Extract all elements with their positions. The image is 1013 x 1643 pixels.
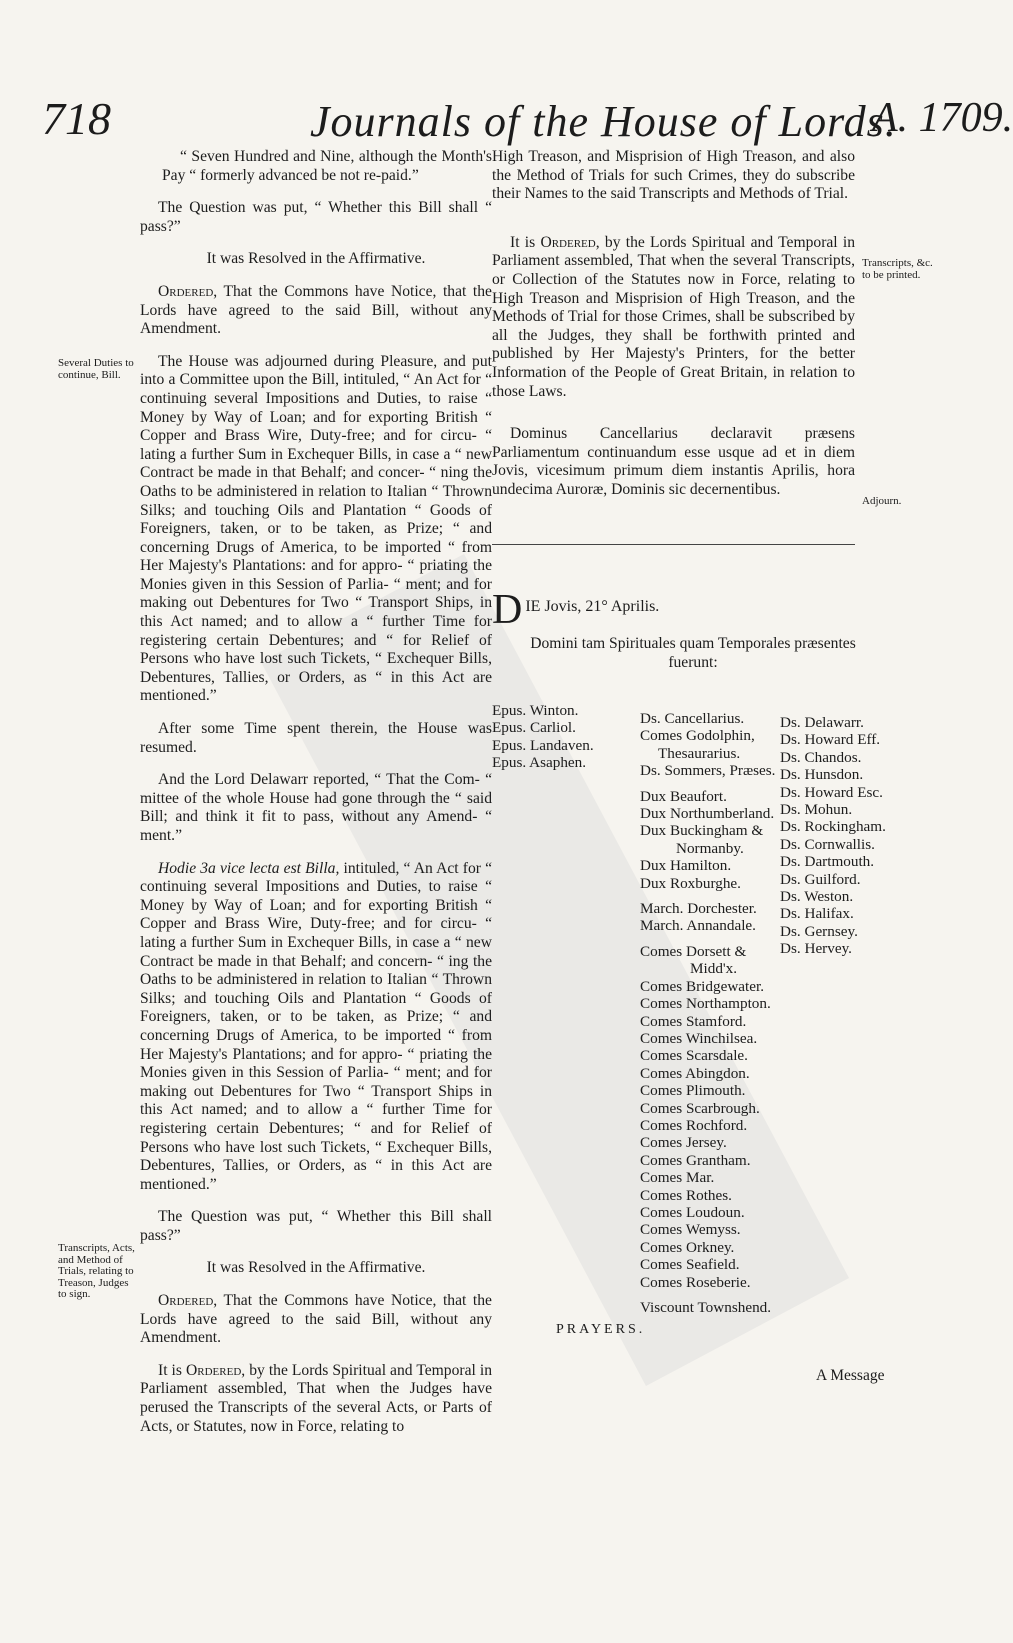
list-item: Comes Scarbrough. xyxy=(640,1099,760,1117)
list-item: Epus. Landaven. xyxy=(492,736,594,754)
list-item: Midd'x. xyxy=(690,960,738,978)
list-item: Ds. Delawarr. xyxy=(780,714,864,731)
list-item: Comes Godolphin, xyxy=(640,727,755,745)
list-item: Viscount Townshend. xyxy=(640,1299,772,1316)
margin-note-several-duties: Several Duties to continue, Bill. xyxy=(58,357,134,381)
list-item: Ds. Sommers, Præses. xyxy=(640,762,776,780)
list-item: Ds. Cornwallis. xyxy=(780,835,875,853)
list-item: Comes Roseberie. xyxy=(640,1273,751,1291)
order-prefix: It is xyxy=(158,1361,182,1379)
paragraph-delawarr-report: And the Lord Delawarr reported, “ That the Com- “ mittee of the whole House had gone through the “ said Bill; and think it fit to pass, without any Amend- “ ment.” xyxy=(140,771,492,844)
list-item: Comes Wemyss. xyxy=(640,1221,741,1239)
right-column xyxy=(492,148,855,514)
paragraph-printing-order xyxy=(492,234,855,401)
list-item: Ds. Howard Eff. xyxy=(780,731,881,749)
catchword: A Message xyxy=(816,1367,885,1384)
list-item: Ds. Guilford. xyxy=(780,870,861,888)
list-item: Comes Rochford. xyxy=(640,1116,748,1134)
list-item: Comes Scarsdale. xyxy=(640,1047,748,1065)
list-item: Dux Hamilton. xyxy=(640,857,732,875)
list-item: Comes Dorsett & xyxy=(640,942,747,960)
bishops-list xyxy=(492,702,594,772)
list-item: Dux Roxburghe. xyxy=(640,874,741,892)
paragraph-third-reading xyxy=(140,860,492,1195)
paragraph-adjournment: Dominus Cancellarius declaravit præsens Parliamentum continuandum esse usque ad et in diem Jovis, vicesimum primum diem instantis Aprilis, hora undecima Auroræ, Dominis sic decernentibus. xyxy=(492,425,855,498)
printing-order-text: by the Lords Spiritual and Temporal in Parliament assembled, That when the several Transcripts, or Collection of the Statutes now in Force, relating to High Treason and Misprision of High Treason, and the Methods of Trial for those Crimes, shall be subscribed by all the Judges, they shall be forthwith printed and published by Her Majesty's Printers, for the better Information of the People of Great Britain, in relation to those Laws. xyxy=(492,233,856,400)
peers-list-right xyxy=(780,714,886,958)
list-item: Dux Buckingham & xyxy=(640,822,764,840)
list-item: Thesaurarius. xyxy=(658,744,741,762)
paragraph-ordered-1 xyxy=(140,283,492,339)
margin-note-transcripts: Transcripts, Acts, and Method of Trials, relating to Treason, Judges to sign. xyxy=(58,1242,135,1300)
list-item: Ds. Gernsey. xyxy=(780,922,858,940)
list-item: Epus. Carliol. xyxy=(492,719,576,737)
list-item: Ds. Cancellarius. xyxy=(640,710,745,727)
list-item: Comes Winchilsea. xyxy=(640,1029,758,1047)
list-item: Comes Bridgewater. xyxy=(640,977,765,995)
list-item: Comes Mar. xyxy=(640,1169,715,1187)
list-item: Epus. Winton. xyxy=(492,702,579,719)
list-item: Comes Grantham. xyxy=(640,1151,751,1169)
list-item: Ds. Howard Esc. xyxy=(780,783,883,801)
list-item: Ds. Hervey. xyxy=(780,940,852,958)
list-item: Epus. Asaphen. xyxy=(492,754,587,772)
paragraph-resolved-2: It was Resolved in the Affirmative. xyxy=(206,1259,426,1277)
paragraph-resumed: After some Time spent therein, the House was resumed. xyxy=(140,720,492,756)
list-item: Ds. Halifax. xyxy=(780,905,854,923)
drop-cap: D xyxy=(492,587,523,633)
paragraph-question-1: The Question was put, “ Whether this Bill shall “ pass?” xyxy=(140,199,492,235)
year-heading: A. 1709. xyxy=(872,95,1013,141)
list-item: Comes Loudoun. xyxy=(640,1203,745,1221)
hodie-text: Hodie 3a vice lecta est Billa, xyxy=(158,859,340,877)
third-reading-text: intituled, “ An Act for “ continuing several Impositions and Duties, to raise “ Money by Way of Loan; and for exporting British “ Copper and Brass Wire, Duty-free; and for circu- “ lating a further Sum in Exchequer Bills, in case a “ new Contract be made in that Behalf; and concern- “ ing the Oaths to be administered in relation to Italian “ Thrown Silks; and touching Oils and Plantation “ Goods of Foreigners, taken, or to be taken, as Prize; “ and concerning Drugs of America, to be imported “ from Her Majesty's Plantations; and for appro- “ priating the Monies given in this Session of Parlia- “ ment; and for making out Debentures for Two “ Transport Ships in this Act named; and to allow a “ further Time for registering certain Debentures; “ and for Relief of Persons who have lost such Tickets, “ Exchequer Bills, Debentures, Tallies, or Orders, as “ in this Act are mentioned.” xyxy=(140,859,493,1193)
page-header xyxy=(0,0,1013,146)
list-item: Comes Stamford. xyxy=(640,1012,747,1030)
running-title: Journals of the House of Lords. xyxy=(310,97,897,146)
list-item: Ds. Weston. xyxy=(780,888,854,906)
list-item: Ds. Chandos. xyxy=(780,748,862,766)
margin-note-transcripts-printed: Transcripts, &c. to be printed. xyxy=(862,257,933,281)
list-item: Ds. Rockingham. xyxy=(780,818,886,836)
ordered-text: That the Commons have Notice, that the Lords have agreed to the said Bill, without any Amendment. xyxy=(140,1292,492,1347)
list-item: Comes Northampton. xyxy=(640,995,771,1013)
list-item: Dux Beaufort. xyxy=(640,787,727,805)
attendance-heading: Domini tam Spirituales quam Temporales præsentes fuerunt: xyxy=(530,635,856,671)
ordered-label: Ordered, xyxy=(158,282,218,300)
list-item: Comes Rothes. xyxy=(640,1186,732,1204)
prayers-heading: PRAYERS. xyxy=(556,1322,646,1337)
list-item: Ds. Hunsdon. xyxy=(780,766,864,784)
list-item: Dux Northumberland. xyxy=(640,805,775,823)
ordered-label: Ordered, xyxy=(540,233,600,251)
ordered-label: Ordered, xyxy=(158,1292,218,1310)
left-column xyxy=(140,148,492,1450)
list-item: Ds. Mohun. xyxy=(780,801,853,819)
paragraph-months-pay: “ Seven Hundred and Nine, although the Month's Pay “ formerly advanced be not re-paid.” xyxy=(162,148,492,184)
paragraph-ordered-2 xyxy=(140,1292,492,1348)
list-item: Comes Orkney. xyxy=(640,1238,735,1256)
order-prefix: It is xyxy=(510,233,536,251)
paragraph-treason-continued: High Treason, and Misprision of High Treason, and also the Method of Trials for such Crimes, they do subscribe their Names to the said Transcripts and Methods of Trial. xyxy=(492,148,855,203)
list-item: Comes Abingdon. xyxy=(640,1064,750,1082)
section-divider xyxy=(492,544,855,545)
list-item: Comes Jersey. xyxy=(640,1134,727,1152)
judges-order-text: by the Lords Spiritual and Temporal in Parliament assembled, That when the Judges have perused the Transcripts of the several Acts, or Parts of Acts, or Statutes, now in Force, relating to xyxy=(140,1361,492,1435)
list-item: Comes Plimouth. xyxy=(640,1082,746,1100)
list-item: Ds. Dartmouth. xyxy=(780,853,875,871)
page-number: 718 xyxy=(42,93,111,144)
list-item: March. Annandale. xyxy=(640,917,756,935)
paragraph-resolved-1: It was Resolved in the Affirmative. xyxy=(206,250,426,268)
list-item: Comes Seafield. xyxy=(640,1256,740,1274)
margin-note-adjourn: Adjourn. xyxy=(862,495,902,507)
day-heading xyxy=(492,587,660,633)
ordered-label: Ordered, xyxy=(186,1361,246,1379)
day-heading-text: IE Jovis, 21° Aprilis. xyxy=(525,598,660,615)
paragraph-question-2: The Question was put, “ Whether this Bill shall pass?” xyxy=(140,1208,492,1244)
peers-list-middle xyxy=(640,710,775,1316)
paragraph-judges-order xyxy=(140,1362,492,1436)
list-item: Normanby. xyxy=(676,839,744,857)
list-item: March. Dorchester. xyxy=(640,900,757,918)
paragraph-committee: The House was adjourned during Pleasure, and put into a Committee upon the Bill, intituled, “ An Act for “ continuing several Impositions and Duties, to raise “ Money by Way of Loan; and for exporting British “ Copper and Brass Wire, Duty-free; and for circu- “ lating a further Sum in Exchequer Bills, in case a “ new Contract be made in that Behalf; and concer- “ ning the Oaths to be administered in relation to Italian “ Thrown Silks; and touching Oils and Plantation “ Goods of Foreigners, taken, or to be taken, as Prize; “ and concerning Drugs of America, to be imported “ from Her Majesty's Plantations: and for appro- “ priating the Monies given in this Session of Parlia- “ ment; and for making out Debentures for Two “ Transport Ships, in this Act named; and to allow a “ further Time for registering certain Debentures; and “ for Relief of Persons who have lost such Tickets, “ Exchequer Bills, Debentures, Tallies, or Orders, as “ in this Act are mentioned.” xyxy=(140,352,492,705)
ordered-text: That the Commons have Notice, that the Lords have agreed to the said Bill, without any Amendment. xyxy=(140,282,492,338)
